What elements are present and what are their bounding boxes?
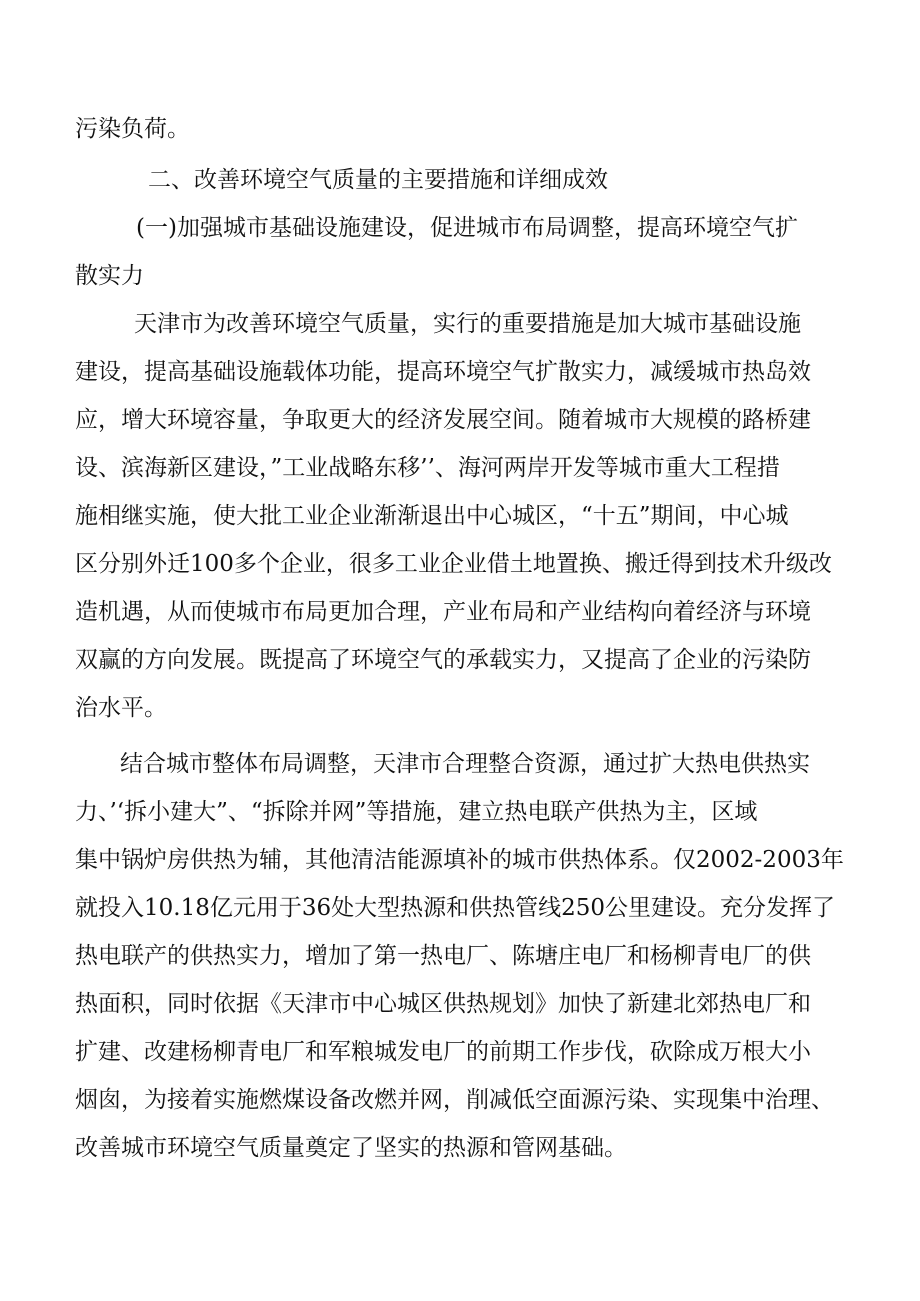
paragraph-line: 集中锅炉房供热为辅，其他清洁能源填补的城市供热体系。仅2002-2003年 <box>75 847 844 873</box>
paragraph-line: 改善城市环境空气质量奠定了坚实的热源和管网基础。 <box>75 1135 627 1161</box>
paragraph-line: 结合城市整体布局调整，天津市合理整合资源，通过扩大热电供热实 <box>120 751 810 777</box>
paragraph-line: 就投入10.18亿元用于36处大型热源和供热管线250公里建设。充分发挥了 <box>75 895 836 921</box>
paragraph-line: 应，增大环境容量，争取更大的经济发展空间。随着城市大规模的路桥建 <box>75 407 811 433</box>
paragraph-line: 建设，提高基础设施载体功能，提高环境空气扩散实力，减缓城市热岛效 <box>75 359 811 385</box>
paragraph-line: 造机遇，从而使城市布局更加合理，产业布局和产业结构向着经济与环境 <box>75 599 811 625</box>
paragraph-line: 设、滨海新区建设，”工业战略东移’’、海河两岸开发等城市重大工程措 <box>75 455 780 481</box>
subsection-heading: (一)加强城市基础设施建设，促进城市布局调整，提高环境空气扩 <box>136 215 798 241</box>
paragraph-line: 区分别外迁100多个企业，很多工业企业借土地置换、搬迁得到技术升级改 <box>75 551 832 577</box>
text-line: 污染负荷。 <box>75 116 190 142</box>
paragraph-line: 双赢的方向发展。既提高了环境空气的承载实力，又提高了企业的污染防 <box>75 647 811 673</box>
paragraph-line: 天津市为改善环境空气质量，实行的重要措施是加大城市基础设施 <box>134 311 801 337</box>
subsection-heading-cont: 散实力 <box>75 263 144 289</box>
paragraph-line: 治水平。 <box>75 695 167 721</box>
paragraph-line: 施相继实施，使大批工业企业渐渐退出中心城区，“十五”期间，中心城 <box>75 503 789 529</box>
paragraph-line: 烟囱，为接着实施燃煤设备改燃并网，削减低空面源污染、实现集中治理、 <box>75 1087 834 1113</box>
section-heading: 二、改善环境空气质量的主要措施和详细成效 <box>148 167 608 193</box>
paragraph-line: 扩建、改建杨柳青电厂和军粮城发电厂的前期工作步伐，砍除成万根大小 <box>75 1039 811 1065</box>
paragraph-line: 热面积，同时依据《天津市中心城区供热规划》加快了新建北郊热电厂和 <box>75 991 811 1017</box>
paragraph-line: 力、’‘拆小建大”、“拆除并网”等措施，建立热电联产供热为主，区域 <box>75 799 758 825</box>
paragraph-line: 热电联产的供热实力，增加了第一热电厂、陈塘庄电厂和杨柳青电厂的供 <box>75 943 811 969</box>
